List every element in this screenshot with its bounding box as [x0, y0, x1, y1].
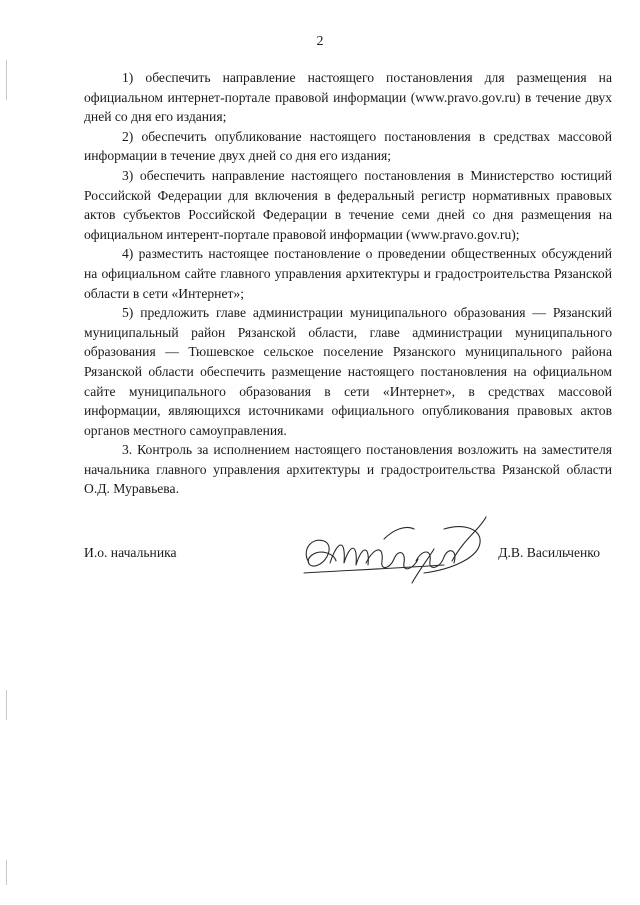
scan-margin-mark: [6, 690, 7, 720]
paragraph-control-clause: 3. Контроль за исполнением настоящего постановления возложить на заместителя начальника главного управления архитектуры и градостроительства Рязанской области О.Д. Муравьева.: [84, 442, 612, 497]
signer-name: Д.В. Васильченко: [498, 545, 600, 560]
page-number: 2: [316, 34, 324, 49]
paragraph-item-1: 1) обеспечить направление настоящего постановления для размещения на официальном интернет-портале правовой информации (www.pravo.gov.ru) в течение двух дней со дня его издания;: [84, 70, 612, 125]
signer-position: И.о. начальника: [84, 545, 177, 560]
handwritten-signature: [294, 499, 494, 609]
paragraph-item-3: 3) обеспечить направление настоящего постановления в Министерство юстиций Российской Федерации для включения в федеральный регистр нормативных правовых актов субъектов Российской Федерации в течение семи дней со дня размещения на официальном интерент-портале правовой информации (www.pravo.gov.ru);: [84, 167, 612, 242]
scan-margin-mark: [6, 860, 7, 885]
paragraph-item-4: 4) разместить настоящее постановление о проведении общественных обсуждений на официальном сайте главного управления архитектуры и градостроительства Рязанской области в сети «Интернет»;: [84, 246, 612, 301]
document-body: [84, 68, 612, 499]
scan-margin-mark: [6, 60, 7, 100]
signature-block: [84, 533, 612, 603]
paragraph-item-2: 2) обеспечить опубликование настоящего постановления в средствах массовой информации в течение двух дней со дня его издания;: [84, 128, 612, 164]
paragraph-item-5: 5) предложить главе администрации муниципального образования — Рязанский муниципальный район Рязанской области, главе администрации муниципального образования — Тюшевское сельское поселение Рязанского муниципального района Рязанской области обеспечить размещение настоящего постановления на официальном сайте муниципального образования в сети «Интернет», в средствах массовой информации, являющихся источниками официального опубликования правовых актов органов местного самоуправления.: [84, 305, 612, 438]
